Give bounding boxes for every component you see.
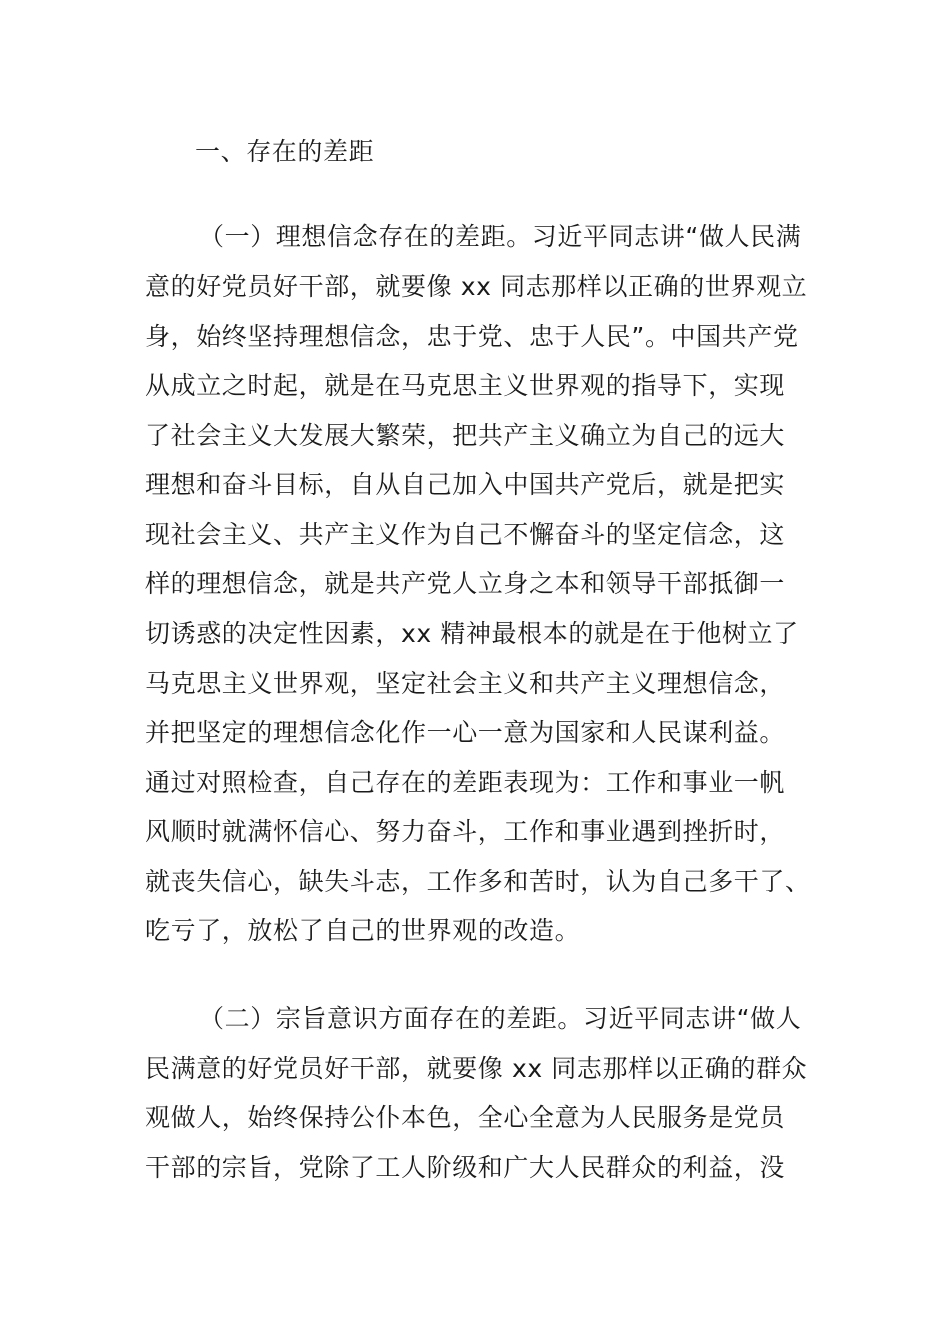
- paragraph-line: 意的好党员好干部，就要像 xx 同志那样以正确的世界观立: [145, 272, 808, 301]
- paragraph-line: （二）宗旨意识方面存在的差距。习近平同志讲“做人: [199, 1004, 802, 1033]
- paragraph-line: 就丧失信心，缺失斗志，工作多和苦时，认为自己多干了、: [145, 867, 811, 896]
- paragraph-line: 切诱惑的决定性因素，xx 精神最根本的就是在于他树立了: [145, 619, 799, 648]
- paragraph-line: 观做人，始终保持公仆本色，全心全意为人民服务是党员: [145, 1103, 786, 1132]
- paragraph-line: 民满意的好党员好干部，就要像 xx 同志那样以正确的群众: [145, 1054, 808, 1083]
- paragraph-line: 吃亏了，放松了自己的世界观的改造。: [145, 916, 581, 945]
- paragraph-line: 并把坚定的理想信念化作一心一意为国家和人民谋利益。: [145, 718, 786, 747]
- paragraph-line: 现社会主义、共产主义作为自己不懈奋斗的坚定信念，这: [145, 520, 786, 549]
- paragraph-line: 身，始终坚持理想信念，忠于党、忠于人民”。中国共产党: [145, 322, 799, 351]
- paragraph-line: 马克思主义世界观，坚定社会主义和共产主义理想信念，: [145, 669, 786, 698]
- paragraph-line: 了社会主义大发展大繁荣，把共产主义确立为自己的远大: [145, 421, 786, 450]
- paragraph-line: 理想和奋斗目标，自从自己加入中国共产党后，就是把实: [145, 470, 786, 499]
- paragraph-line: 通过对照检查，自己存在的差距表现为：工作和事业一帆: [145, 768, 786, 797]
- paragraph-line: 风顺时就满怀信心、努力奋斗，工作和事业遇到挫折时，: [145, 817, 786, 846]
- section-heading: 一、存在的差距: [195, 137, 375, 166]
- paragraph-line: 样的理想信念，就是共产党人立身之本和领导干部抵御一: [145, 569, 786, 598]
- paragraph-line: 干部的宗旨，党除了工人阶级和广大人民群众的利益，没: [145, 1153, 786, 1182]
- paragraph-line: （一）理想信念存在的差距。习近平同志讲“做人民满: [199, 222, 802, 251]
- paragraph-line: 从成立之时起，就是在马克思主义世界观的指导下，实现: [145, 371, 786, 400]
